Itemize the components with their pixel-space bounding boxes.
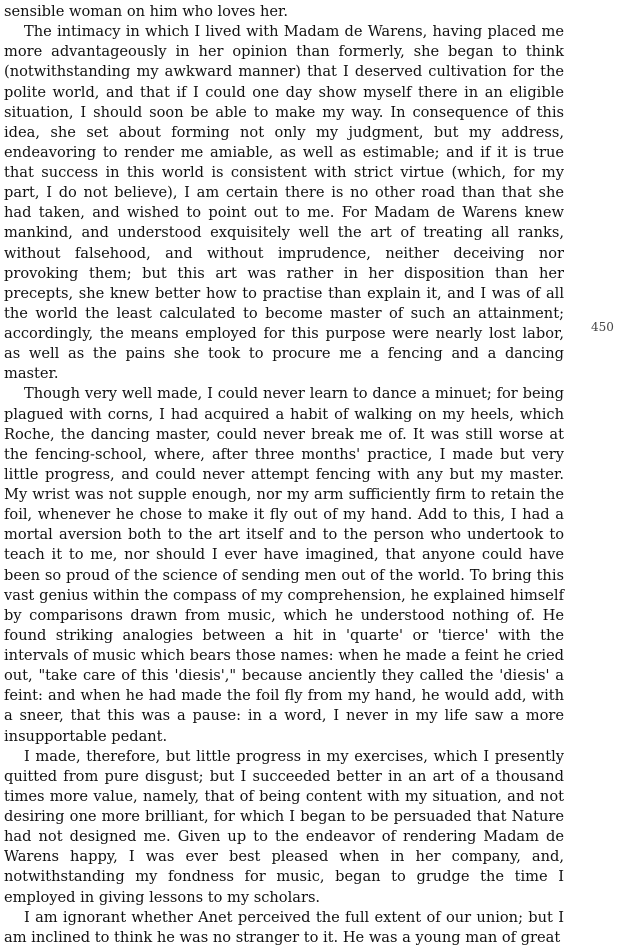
paragraph-continuation: sensible woman on him who loves her. xyxy=(4,3,289,20)
paragraph: Though very well made, I could never learn to dance a minuet; for being plagued with corns, I had acquired a habit of walking on my heels, which Roche, the dancing master, could never break me of. It was still worse at the fencing-school, where, after three months' practice, I made but very little progress, and could never attempt fencing with any but my master. My wrist was not supple enough, nor my arm sufficiently firm to retain the foil, whenever he chose to make it fly out of my hand. Add to this, I had a mortal aversion both to the art itself and to the person who undertook to teach it to me, nor should I ever have imagined, that anyone could have been so proud of the science of sending men out of the world. To bring this vast genius within the compass of my comprehension, he explained himself by comparisons drawn from music, which he understood nothing of. He found striking analogies between a hit in 'quarte' or 'tierce' with the intervals of music which bears those names: when he made a feint he cried out, "take care of this 'diesis'," because anciently they called the 'diesis' a feint: and when he had made the foil fly from my hand, he would add, with a sneer, that this was a pause: in a word, I never in my life saw a more insupportable pedant. xyxy=(4,385,564,745)
paragraph: I am ignorant whether Anet perceived the full extent of our union; but I am inclined to think he was no stranger to it. He was a young man of great xyxy=(4,908,564,946)
body-text xyxy=(4,2,564,948)
paragraph: The intimacy in which I lived with Madam de Warens, having placed me more advantageously in her opinion than formerly, she began to think (notwithstanding my awkward manner) that I deserved cultivation for the polite world, and that if I could one day show myself there in an eligible situation, I should soon be able to make my way. In consequence of this idea, she set about forming not only my judgment, but my address, endeavoring to render me amiable, as well as estimable; and if it is true that success in this world is consistent with strict virtue (which, for my part, I do not believe), I am certain there is no other road than that she had taken, and wished to point out to me. For Madam de Warens knew mankind, and understood exquisitely well the art of treating all ranks, without falsehood, and without imprudence, neither deceiving nor provoking them; but this art was rather in her disposition than her precepts, she knew better how to practise than explain it, and I was of all the world the least calculated to become master of such an attainment; accordingly, the means employed for this purpose were nearly lost labor, as well as the pains she took to procure me a fencing and a dancing master. xyxy=(4,23,564,383)
page-number: 450 xyxy=(591,320,614,334)
paragraph: I made, therefore, but little progress in my exercises, which I presently quitted from pure disgust; but I succeeded better in an art of a thousand times more value, namely, that of being content with my situation, and not desiring one more brilliant, for which I began to be persuaded that Nature had not designed me. Given up to the endeavor of rendering Madam de Warens happy, I was ever best pleased when in her company, and, notwithstanding my fondness for music, began to grudge the time I employed in giving lessons to my scholars. xyxy=(4,747,564,906)
